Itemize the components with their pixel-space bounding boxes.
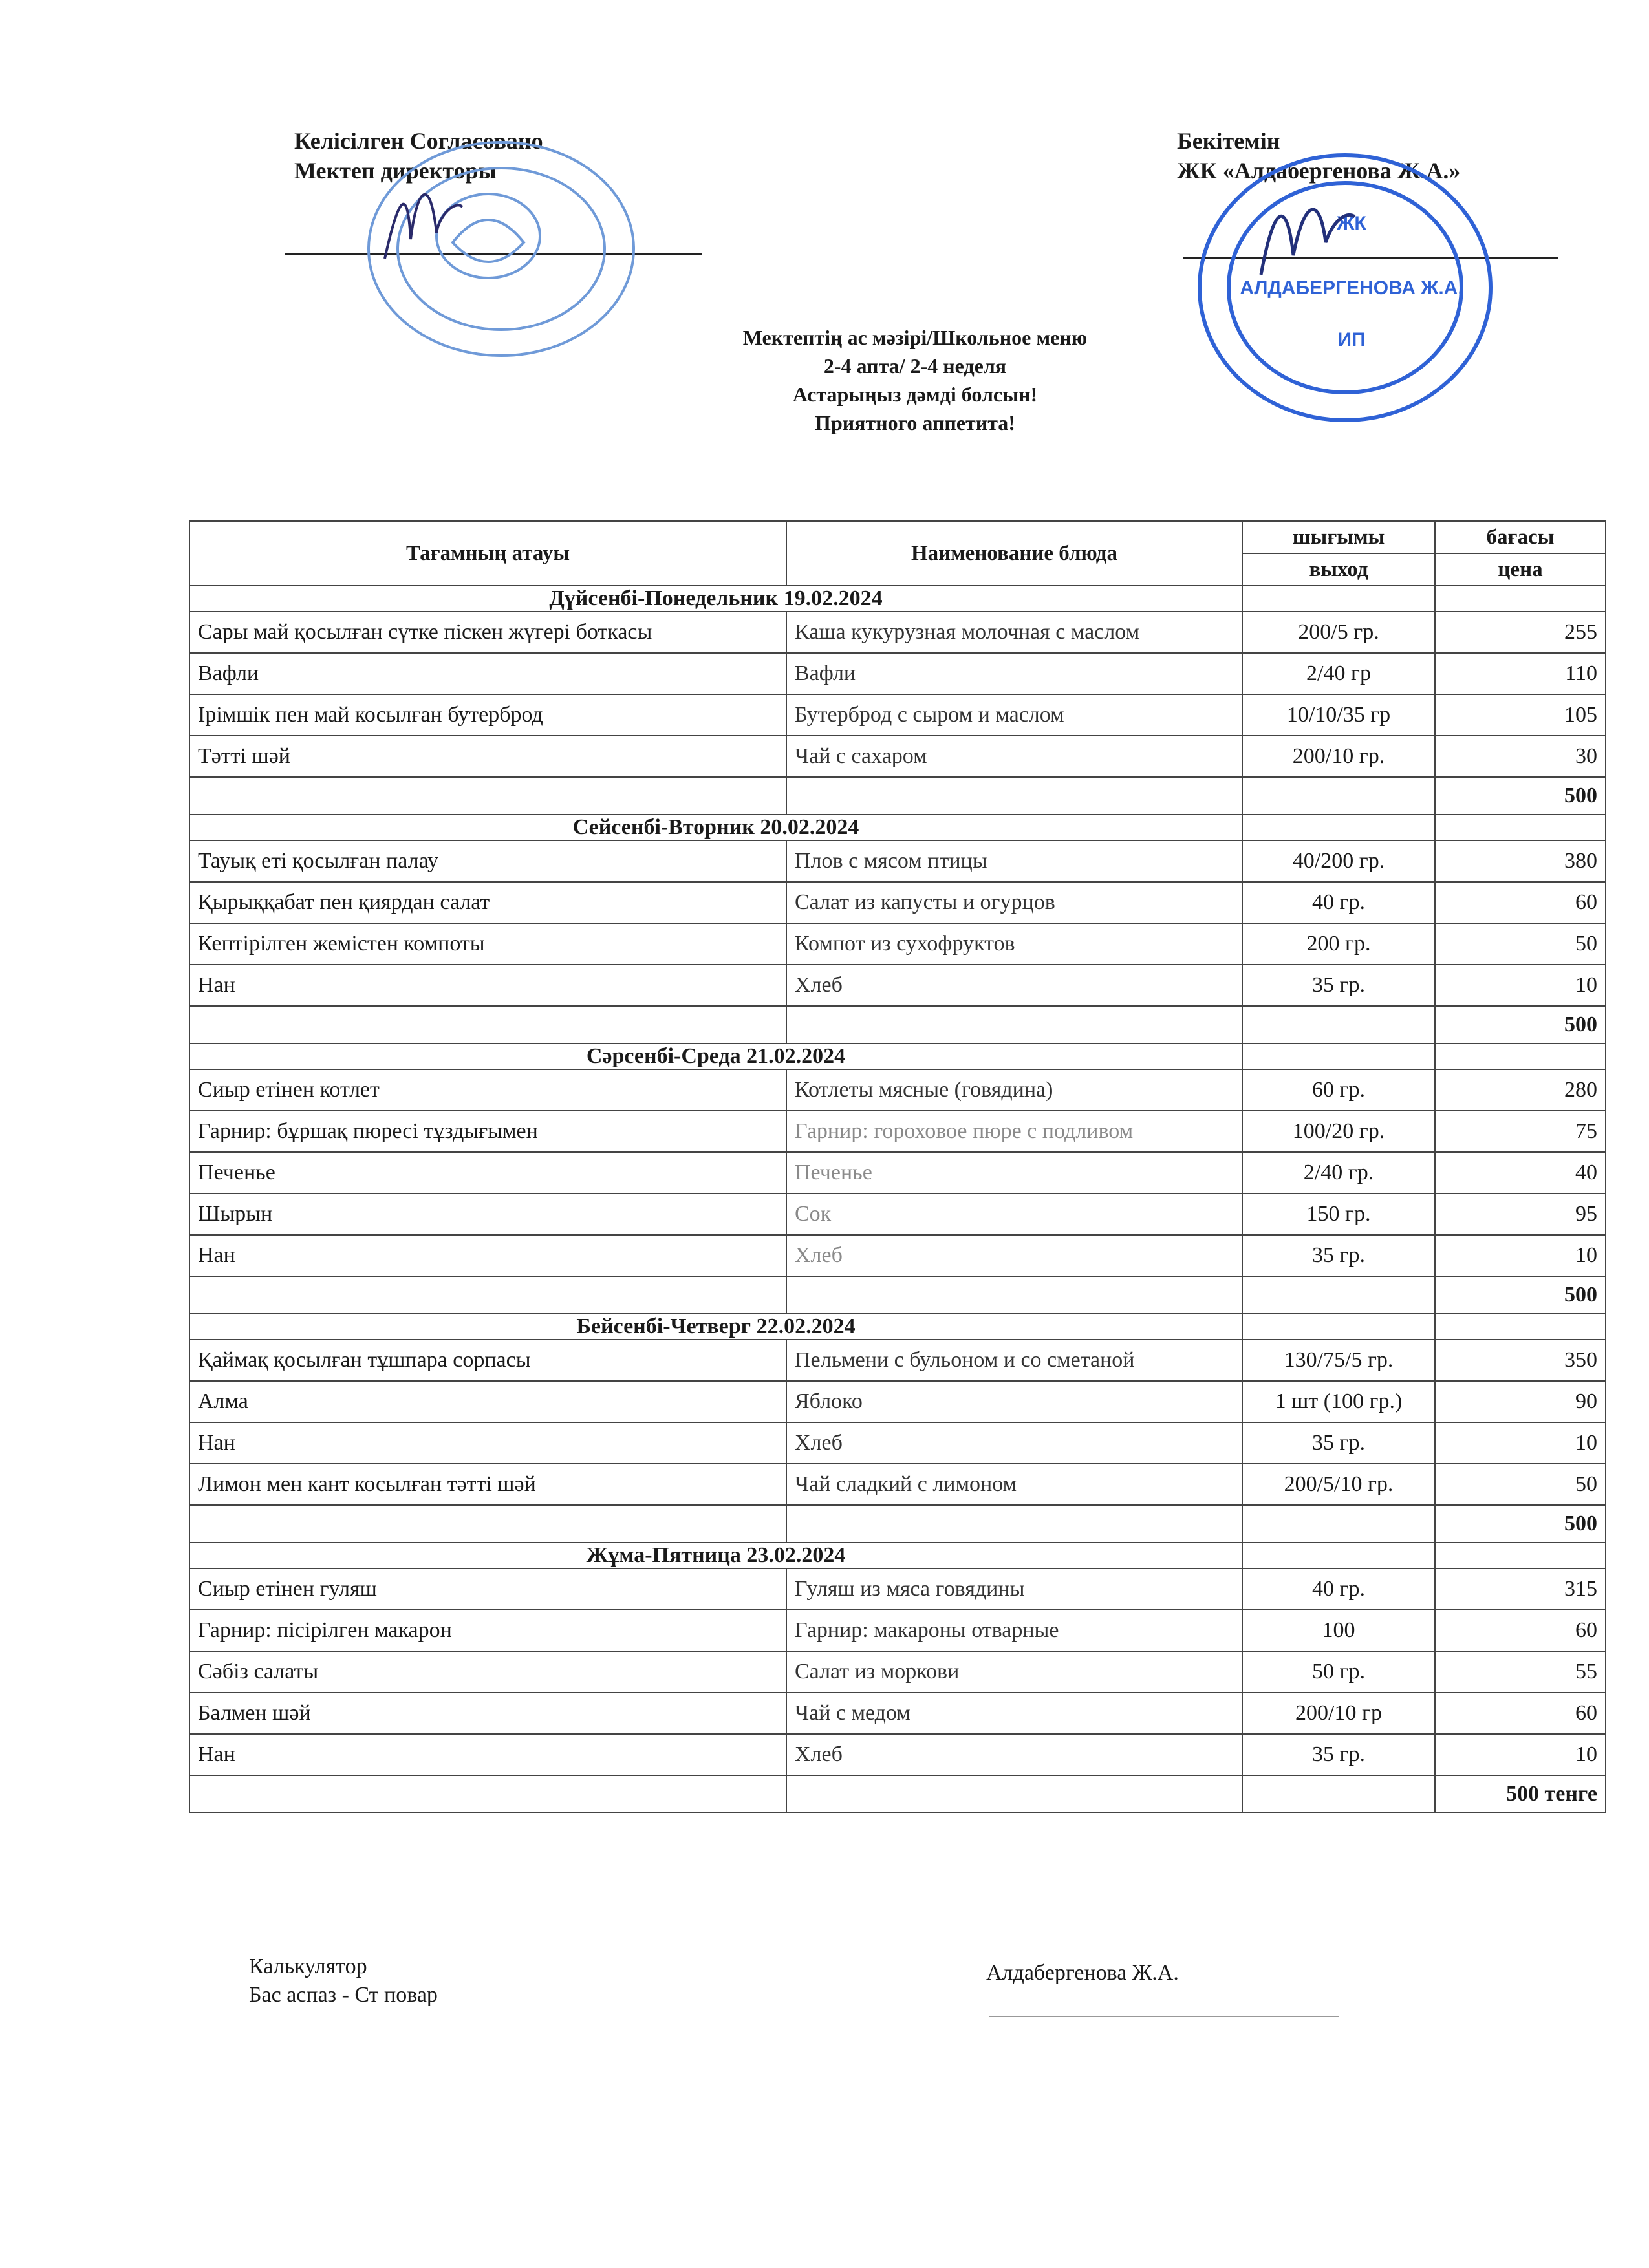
day-header-empty <box>1435 586 1606 612</box>
day-header-row <box>189 815 1606 840</box>
dish-yield: 35 гр. <box>1242 965 1435 1006</box>
dish-name-kz: Ірімшік пен май косылған бутерброд <box>189 694 786 736</box>
day-total: 500 <box>1435 1276 1606 1314</box>
dish-yield: 200/10 гр. <box>1242 736 1435 777</box>
dish-price: 380 <box>1435 840 1606 882</box>
table-row <box>189 736 1606 777</box>
dish-name-kz: Сары май қосылған сүтке піскен жүгері боткасы <box>189 612 786 653</box>
table-row <box>189 965 1606 1006</box>
menu-title-block <box>0 323 1649 437</box>
dish-name-kz: Гарнир: бұршақ пюресі тұздығымен <box>189 1111 786 1152</box>
col-header-ru: Наименование блюда <box>786 521 1242 586</box>
table-row <box>189 1568 1606 1610</box>
dish-name-kz: Қырыққабат пен қиярдан салат <box>189 882 786 923</box>
dish-name-ru: Гарнир: гороховое пюре с подливом <box>786 1111 1242 1152</box>
stamp-name-text: АЛДАБЕРГЕНОВА Ж.А. <box>1240 277 1463 299</box>
table-row <box>189 1193 1606 1235</box>
greeting-ru: Приятного аппетита! <box>815 411 1015 434</box>
day-header-row <box>189 586 1606 612</box>
table-row <box>189 694 1606 736</box>
total-empty <box>189 1775 786 1813</box>
dish-name-ru: Каша кукурузная молочная с маслом <box>786 612 1242 653</box>
dish-price: 10 <box>1435 1422 1606 1464</box>
footer-left <box>249 1952 438 2009</box>
table-row <box>189 1069 1606 1111</box>
director-label: Мектеп директоры <box>294 158 497 184</box>
dish-name-ru: Яблоко <box>786 1381 1242 1422</box>
dish-price: 30 <box>1435 736 1606 777</box>
day-header-row <box>189 1543 1606 1568</box>
menu-table <box>189 520 1606 1813</box>
footer-signature-line <box>989 2016 1339 2017</box>
greeting-kz: Астарыңыз дәмді болсын! <box>792 383 1038 406</box>
dish-name-kz: Сиыр етінен гуляш <box>189 1568 786 1610</box>
dish-price: 60 <box>1435 882 1606 923</box>
col-header-yield-ru: выход <box>1242 553 1435 586</box>
table-row <box>189 923 1606 965</box>
dish-price: 40 <box>1435 1152 1606 1193</box>
dish-price: 60 <box>1435 1610 1606 1651</box>
approval-label: Келісілген Согласовано <box>294 128 543 154</box>
total-empty <box>1242 1006 1435 1043</box>
dish-yield: 200/5 гр. <box>1242 612 1435 653</box>
table-row <box>189 612 1606 653</box>
dish-name-ru: Салат из капусты и огурцов <box>786 882 1242 923</box>
dish-price: 50 <box>1435 1464 1606 1505</box>
total-empty <box>189 1276 786 1314</box>
menu-body <box>189 586 1606 1813</box>
dish-price: 95 <box>1435 1193 1606 1235</box>
dish-price: 350 <box>1435 1340 1606 1381</box>
dish-price: 255 <box>1435 612 1606 653</box>
dish-price: 10 <box>1435 1235 1606 1276</box>
total-empty <box>786 777 1242 815</box>
day-title: Дүйсенбі-Понедельник 19.02.2024 <box>189 586 1242 612</box>
dish-yield: 35 гр. <box>1242 1734 1435 1775</box>
total-empty <box>1242 1276 1435 1314</box>
dish-name-ru: Компот из сухофруктов <box>786 923 1242 965</box>
dish-name-ru: Чай с сахаром <box>786 736 1242 777</box>
day-total-row <box>189 777 1606 815</box>
table-row <box>189 1111 1606 1152</box>
dish-name-kz: Тауық еті қосылған палау <box>189 840 786 882</box>
stamp-bottom-text: ИП <box>1337 329 1366 350</box>
col-header-price-ru: цена <box>1435 553 1606 586</box>
dish-name-kz: Тәтті шәй <box>189 736 786 777</box>
dish-price: 280 <box>1435 1069 1606 1111</box>
dish-name-kz: Қаймақ қосылған тұшпара сорпасы <box>189 1340 786 1381</box>
director-signature <box>372 162 475 278</box>
dish-yield: 2/40 гр <box>1242 653 1435 694</box>
total-empty <box>786 1276 1242 1314</box>
col-header-yield-kz: шығымы <box>1242 521 1435 553</box>
table-row <box>189 1381 1606 1422</box>
dish-name-ru: Сок <box>786 1193 1242 1235</box>
entrepreneur-label: ЖК «Алдабергенова Ж.А.» <box>1177 158 1461 184</box>
dish-name-ru: Печенье <box>786 1152 1242 1193</box>
entrepreneur-signature <box>1261 209 1355 275</box>
day-header-empty <box>1435 1543 1606 1568</box>
dish-yield: 2/40 гр. <box>1242 1152 1435 1193</box>
dish-price: 60 <box>1435 1693 1606 1734</box>
day-header-empty <box>1435 1314 1606 1340</box>
day-total: 500 <box>1435 777 1606 815</box>
dish-name-ru: Пельмени с бульоном и со сметаной <box>786 1340 1242 1381</box>
total-empty <box>189 777 786 815</box>
day-total: 500 <box>1435 1505 1606 1543</box>
day-total-row <box>189 1505 1606 1543</box>
dish-name-ru: Гарнир: макароны отварные <box>786 1610 1242 1651</box>
dish-price: 315 <box>1435 1568 1606 1610</box>
dish-name-kz: Нан <box>189 1734 786 1775</box>
menu-week: 2-4 апта/ 2-4 неделя <box>823 354 1007 378</box>
dish-yield: 40 гр. <box>1242 1568 1435 1610</box>
dish-price: 75 <box>1435 1111 1606 1152</box>
day-total-row <box>189 1006 1606 1043</box>
total-empty <box>786 1775 1242 1813</box>
total-empty <box>786 1006 1242 1043</box>
dish-name-kz: Вафли <box>189 653 786 694</box>
day-header-empty <box>1242 1543 1435 1568</box>
day-header-row <box>189 1043 1606 1069</box>
day-total: 500 тенге <box>1435 1775 1606 1813</box>
day-total-row <box>189 1775 1606 1813</box>
dish-yield: 40/200 гр. <box>1242 840 1435 882</box>
dish-name-kz: Гарнир: пісірілген макарон <box>189 1610 786 1651</box>
col-header-kz: Тағамның атауы <box>189 521 786 586</box>
dish-name-kz: Нан <box>189 965 786 1006</box>
dish-name-kz: Сәбіз салаты <box>189 1651 786 1693</box>
dish-name-ru: Хлеб <box>786 1235 1242 1276</box>
col-header-price-kz: бағасы <box>1435 521 1606 553</box>
total-empty <box>1242 1775 1435 1813</box>
dish-yield: 100 <box>1242 1610 1435 1651</box>
stamp-top-text: ЖК <box>1337 213 1366 234</box>
dish-price: 105 <box>1435 694 1606 736</box>
dish-yield: 200/10 гр <box>1242 1693 1435 1734</box>
table-row <box>189 1152 1606 1193</box>
approve-label: Бекітемін <box>1177 128 1280 154</box>
day-title: Бейсенбі-Четверг 22.02.2024 <box>189 1314 1242 1340</box>
table-row <box>189 840 1606 882</box>
dish-yield: 10/10/35 гр <box>1242 694 1435 736</box>
day-total-row <box>189 1276 1606 1314</box>
dish-name-ru: Чай сладкий с лимоном <box>786 1464 1242 1505</box>
table-row <box>189 1422 1606 1464</box>
day-total: 500 <box>1435 1006 1606 1043</box>
dish-name-kz: Сиыр етінен котлет <box>189 1069 786 1111</box>
dish-name-kz: Алма <box>189 1381 786 1422</box>
dish-price: 10 <box>1435 965 1606 1006</box>
dish-name-ru: Вафли <box>786 653 1242 694</box>
dish-yield: 60 гр. <box>1242 1069 1435 1111</box>
dish-name-ru: Плов с мясом птицы <box>786 840 1242 882</box>
day-header-row <box>189 1314 1606 1340</box>
dish-price: 55 <box>1435 1651 1606 1693</box>
dish-name-kz: Нан <box>189 1422 786 1464</box>
dish-name-kz: Шырын <box>189 1193 786 1235</box>
day-header-empty <box>1435 815 1606 840</box>
chef-label: Бас аспаз - Ст повар <box>249 1983 438 2007</box>
dish-yield: 200/5/10 гр. <box>1242 1464 1435 1505</box>
total-empty <box>189 1505 786 1543</box>
day-header-empty <box>1435 1043 1606 1069</box>
table-row <box>189 1734 1606 1775</box>
table-row <box>189 1693 1606 1734</box>
dish-yield: 100/20 гр. <box>1242 1111 1435 1152</box>
dish-yield: 50 гр. <box>1242 1651 1435 1693</box>
day-header-empty <box>1242 815 1435 840</box>
dish-yield: 35 гр. <box>1242 1235 1435 1276</box>
table-row <box>189 653 1606 694</box>
dish-name-ru: Хлеб <box>786 1422 1242 1464</box>
table-row <box>189 1610 1606 1651</box>
dish-yield: 200 гр. <box>1242 923 1435 965</box>
calculator-label: Калькулятор <box>249 1954 367 1978</box>
day-header-empty <box>1242 1314 1435 1340</box>
dish-yield: 35 гр. <box>1242 1422 1435 1464</box>
header-row <box>189 521 1606 553</box>
dish-price: 50 <box>1435 923 1606 965</box>
dish-name-ru: Котлеты мясные (говядина) <box>786 1069 1242 1111</box>
dish-yield: 150 гр. <box>1242 1193 1435 1235</box>
dish-name-kz: Лимон мен кант косылған тәтті шәй <box>189 1464 786 1505</box>
dish-name-ru: Чай с медом <box>786 1693 1242 1734</box>
dish-yield: 1 шт (100 гр.) <box>1242 1381 1435 1422</box>
dish-name-ru: Хлеб <box>786 1734 1242 1775</box>
dish-name-ru: Бутерброд с сыром и маслом <box>786 694 1242 736</box>
day-title: Сейсенбі-Вторник 20.02.2024 <box>189 815 1242 840</box>
total-empty <box>1242 777 1435 815</box>
day-header-empty <box>1242 586 1435 612</box>
total-empty <box>786 1505 1242 1543</box>
dish-price: 90 <box>1435 1381 1606 1422</box>
dish-name-ru: Гуляш из мяса говядины <box>786 1568 1242 1610</box>
table-row <box>189 1651 1606 1693</box>
day-header-empty <box>1242 1043 1435 1069</box>
table-row <box>189 1340 1606 1381</box>
total-empty <box>189 1006 786 1043</box>
day-title: Жұма-Пятница 23.02.2024 <box>189 1543 1242 1568</box>
menu-title: Мектептің ас мәзірі/Школьное меню <box>742 326 1088 349</box>
dish-name-kz: Печенье <box>189 1152 786 1193</box>
dish-price: 10 <box>1435 1734 1606 1775</box>
day-title: Сәрсенбі-Среда 21.02.2024 <box>189 1043 1242 1069</box>
dish-name-ru: Салат из моркови <box>786 1651 1242 1693</box>
dish-name-kz: Нан <box>189 1235 786 1276</box>
dish-yield: 130/75/5 гр. <box>1242 1340 1435 1381</box>
table-row <box>189 1235 1606 1276</box>
dish-name-ru: Хлеб <box>786 965 1242 1006</box>
total-empty <box>1242 1505 1435 1543</box>
table-row <box>189 882 1606 923</box>
dish-name-kz: Кептірілген жемістен компоты <box>189 923 786 965</box>
table-row <box>189 1464 1606 1505</box>
footer-right-name: Алдабергенова Ж.А. <box>986 1961 1179 1985</box>
dish-name-kz: Балмен шәй <box>189 1693 786 1734</box>
dish-yield: 40 гр. <box>1242 882 1435 923</box>
dish-price: 110 <box>1435 653 1606 694</box>
